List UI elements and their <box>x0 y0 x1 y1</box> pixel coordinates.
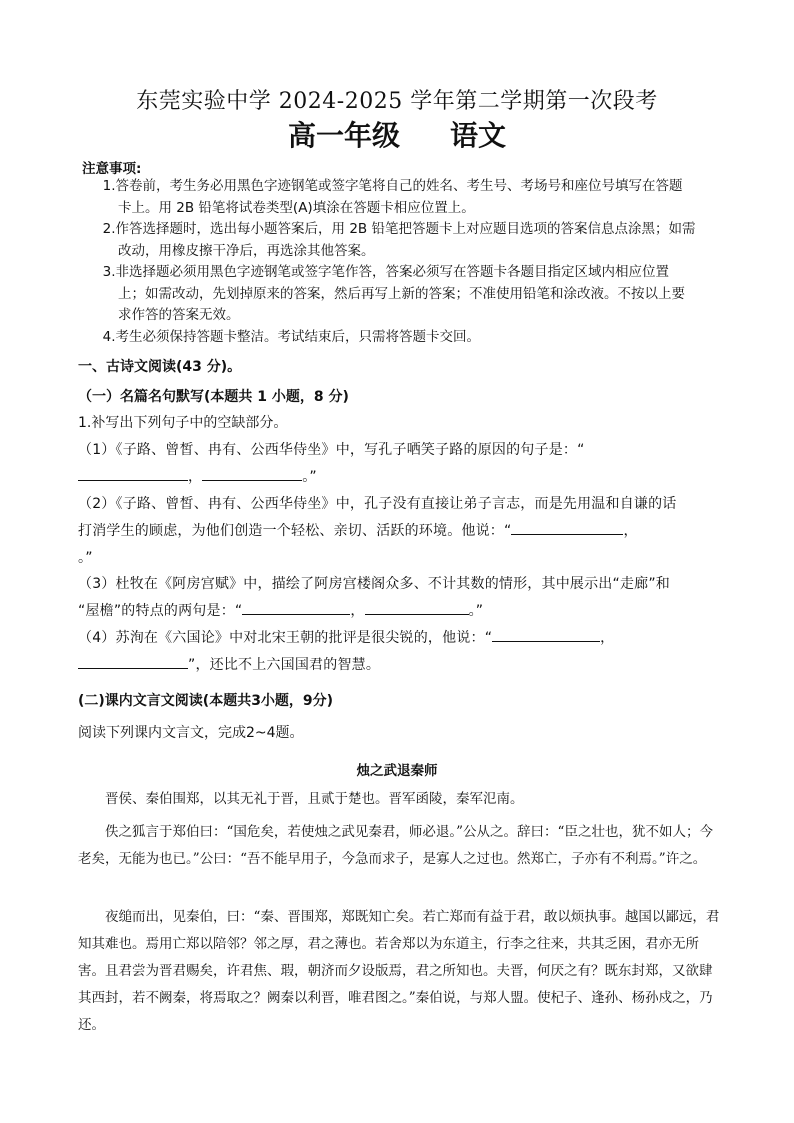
subject-label: 语文 <box>450 119 507 152</box>
notice-item <box>104 176 724 219</box>
question-text: ， <box>623 523 638 539</box>
section-heading: 一、古诗文阅读(43 分)。 <box>78 359 242 375</box>
subsection-heading: (二)课内文言文阅读(本题共3小题，9分) <box>78 693 334 709</box>
question-text: ， <box>188 469 203 485</box>
question-text: “屋檐”的特点的两句是：“ <box>78 603 243 619</box>
question-1-2 <box>78 491 720 572</box>
notice-item <box>104 262 724 327</box>
question-1-3 <box>78 571 720 625</box>
question-text: 打消学生的顾虑，为他们创造一个轻松、亲切、活跃的环境。他说：“ <box>78 523 512 539</box>
passage-title: 烛之武退秦师 <box>356 763 438 779</box>
question-text: （4）苏洵在《六国论》中对北宋王朝的批评是很尖锐的，他说：“ <box>78 630 493 646</box>
answer-blank[interactable] <box>511 520 623 535</box>
passage-paragraph: 夜缒而出，见秦伯，曰：“秦、晋围郑，郑既知亡矣。若亡郑而有益于君，敢以烦执事。越国以鄙远，君知其难也。焉用亡郑以陪邻？邻之厚，君之薄也。若舍郑以为东道主，行李之往来，共其乏困，君亦无所害。且君尝为晋君赐矣，许君焦、瑕，朝济而夕设版焉，君之所知也。夫晋，何厌之有？既东封郑，又欲肆其西封，若不阙秦，将焉取之？阙秦以利晋，唯君图之。”秦伯说，与郑人盟。使杞子、逢孙、杨孙戍之，乃还。 <box>78 909 720 1033</box>
question-text: ”，还比不上六国国君的智慧。 <box>188 657 381 673</box>
subsection-heading: （一）名篇名句默写(本题共 1 小题，8 分) <box>78 389 349 405</box>
notice-line: 改动，用橡皮擦干净后，再选涂其他答案。 <box>118 242 375 259</box>
notice-item <box>104 327 724 349</box>
answer-blank[interactable] <box>365 600 469 615</box>
question-text: （3）杜牧在《阿房宫赋》中，描绘了阿房宫楼阁众多、不计其数的情形，其中展示出“走廊”和 <box>78 576 671 592</box>
passage-paragraph: 晋侯、秦伯围郑，以其无礼于晋，且贰于楚也。晋军函陵，秦军氾南。 <box>105 791 524 807</box>
question-text: 。” <box>78 550 93 566</box>
question-text: （1）《子路、曾皙、冉有、公西华侍坐》中，写孔子哂笑子路的原因的句子是：“ <box>78 442 585 458</box>
answer-blank[interactable] <box>242 600 350 615</box>
notice-line: 3.非选择题必须用黑色字迹钢笔或签字笔作答，答案必须写在答题卡各题目指定区域内相应位置 <box>102 264 670 280</box>
notice-line: 2.作答选择题时，选出每小题答案后，用 2B 铅笔把答题卡上对应题目选项的答案信息点涂黑；如需 <box>102 221 696 237</box>
notice-line: 求作答的答案无效。 <box>118 307 240 323</box>
question-stem: 1.补写出下列句子中的空缺部分。 <box>78 415 288 431</box>
question-1-4 <box>78 625 720 679</box>
notice-list <box>104 176 724 348</box>
passage-paragraph: 佚之狐言于郑伯曰：“国危矣，若使烛之武见秦君，师必退。”公从之。辞曰：“臣之壮也，犹不如人；今老矣，无能为也已。”公曰：“吾不能早用子，今急而求子，是寡人之过也。然郑亡，子亦有不利焉。”许之。 <box>78 824 713 867</box>
question-text: ， <box>600 630 615 646</box>
question-1-1 <box>78 437 720 491</box>
answer-blank[interactable] <box>78 466 188 481</box>
question-text: 。” <box>468 603 484 619</box>
notice-line: 上；如需改动，先划掉原来的答案，然后再写上新的答案；不准使用铅笔和涂改液。不按以上要 <box>118 285 685 302</box>
notice-line: 卡上。用 2B 铅笔将试卷类型(A)填涂在答题卡相应位置上。 <box>118 199 475 216</box>
notice-item <box>104 219 724 262</box>
notice-line: 1.答卷前，考生务必用黑色字迹钢笔或签字笔将自己的姓名、考生号、考场号和座位号填写在答题 <box>102 178 683 194</box>
exam-title: 东莞实验中学 2024-2025 学年第二学期第一次段考 <box>136 89 658 114</box>
answer-blank[interactable] <box>202 466 302 481</box>
question-text: （2）《子路、曾皙、冉有、公西华侍坐》中，孔子没有直接让弟子言志，而是先用温和自谦的话 <box>78 496 677 512</box>
question-text: ， <box>350 603 365 619</box>
question-stem: 阅读下列课内文言文，完成2~4题。 <box>78 725 304 741</box>
notice-line: 4.考生必须保持答题卡整洁。考试结束后，只需将答题卡交回。 <box>102 328 481 345</box>
answer-blank[interactable] <box>78 654 188 669</box>
notice-heading: 注意事项: <box>82 161 142 177</box>
question-text: 。” <box>302 469 317 485</box>
exam-subtitle <box>0 114 794 154</box>
grade-label: 高一年级 <box>287 119 400 152</box>
answer-blank[interactable] <box>492 627 600 642</box>
